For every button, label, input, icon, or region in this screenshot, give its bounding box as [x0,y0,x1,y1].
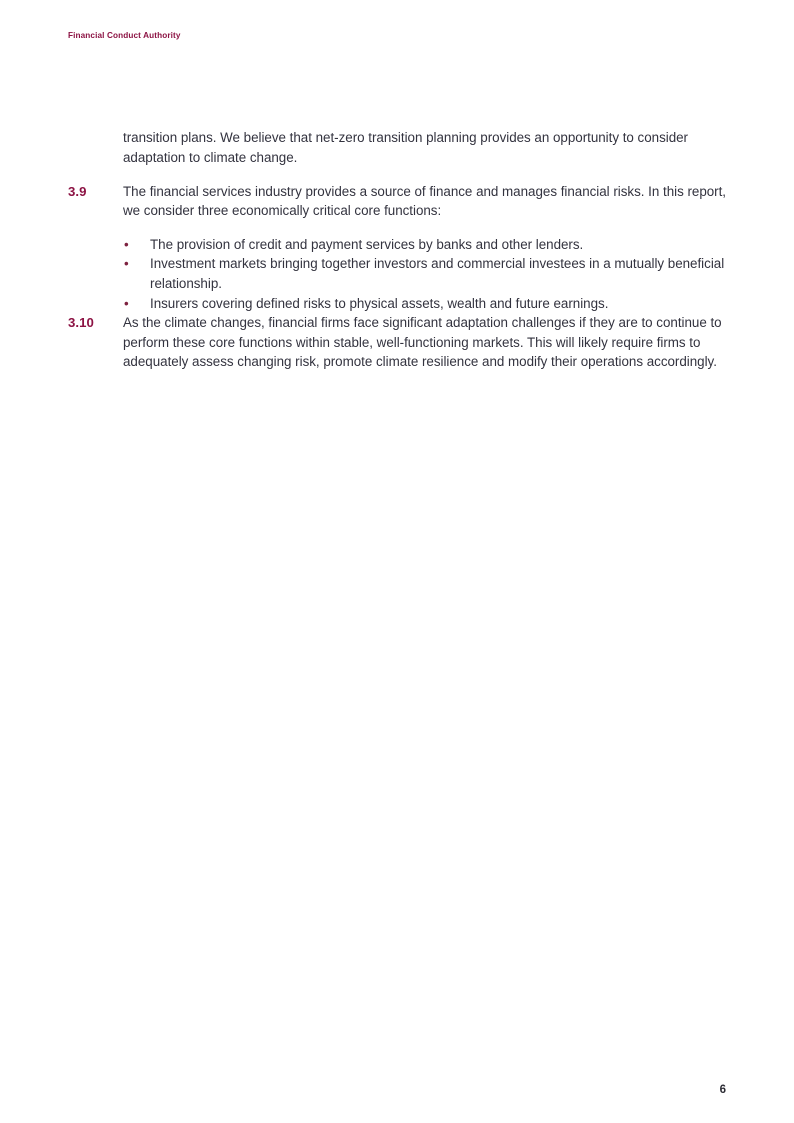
list-item-label: The provision of credit and payment services by banks and other lenders. [150,236,584,252]
paragraph-number-3-9: 3.9 [68,183,87,199]
paragraph-continued [68,128,726,167]
bullet-point-icon: • [124,295,129,311]
page-number: 6 [719,1084,726,1096]
paragraph-3-9 [68,182,726,221]
list-item [123,235,726,255]
bullet-point-icon: • [124,236,129,252]
paragraph-number-3-10: 3.10 [68,315,94,331]
running-header-organisation: Financial Conduct Authority [68,31,181,40]
list-item-label: Insurers covering defined risks to physical assets, wealth and future earnings. [150,295,609,311]
bullet-point-icon: • [124,256,129,272]
paragraph-3-10 [68,313,726,372]
paragraph-text-3-9: The financial services industry provides a source of finance and manages financial risks. In this report, we consider three economically critical core functions: [123,183,727,219]
body-text-column [68,128,726,372]
list-item [123,294,726,314]
list-item [123,254,726,293]
paragraph-text-3-10: As the climate changes, financial firms face significant adaptation challenges if they are to continue to perform these core functions within stable, well-functioning markets. This will likely require firms to adequately assess changing risk, promote climate resilience and modify their operations accordingly. [123,315,722,370]
core-functions-list [68,235,726,313]
paragraph-text-continued: transition plans. We believe that net-zero transition planning provides an opportunity to consider adaptation to climate change. [123,130,688,165]
list-item-label: Investment markets bringing together investors and commercial investees in a mutually beneficial relationship. [150,256,725,292]
